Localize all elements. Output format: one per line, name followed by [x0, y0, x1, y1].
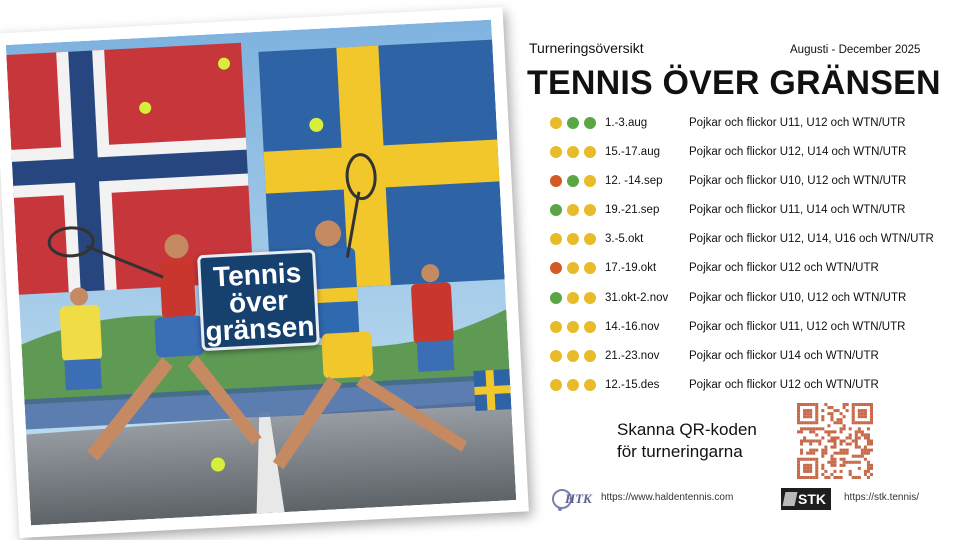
schedule-row — [550, 254, 950, 283]
schedule-classes: Pojkar och flickor U12 och WTN/UTR — [689, 378, 879, 391]
schedule-row — [550, 167, 950, 196]
status-dot-yellow — [584, 262, 596, 274]
status-dot-yellow — [567, 292, 579, 304]
schedule-classes: Pojkar och flickor U14 och WTN/UTR — [689, 349, 879, 362]
htk-logo[interactable] — [551, 487, 597, 513]
schedule-row — [550, 313, 950, 342]
schedule-classes: Pojkar och flickor U11, U12 och WTN/UTR — [689, 320, 906, 333]
schedule-date: 14.-16.nov — [605, 320, 660, 333]
htk-logo-text: HTK — [565, 491, 592, 506]
htk-ball — [558, 507, 562, 511]
page-title: TENNIS ÖVER GRÄNSEN — [527, 64, 941, 102]
status-dot-yellow — [550, 321, 562, 333]
status-dot-yellow — [550, 350, 562, 362]
schedule-date: 21.-23.nov — [605, 349, 660, 362]
schedule-date: 17.-19.okt — [605, 262, 657, 275]
status-dot-yellow — [567, 204, 579, 216]
stk-logo[interactable] — [781, 488, 831, 510]
schedule-classes: Pojkar och flickor U11, U12 och WTN/UTR — [689, 117, 906, 129]
schedule-date: 1.-3.aug — [605, 117, 648, 129]
status-dots — [550, 321, 601, 333]
schedule-row — [550, 196, 950, 225]
schedule-date: 3.-5.okt — [605, 233, 644, 246]
schedule-row — [550, 225, 950, 254]
schedule-date: 12.-15.des — [605, 378, 660, 391]
schedule-row — [550, 109, 950, 138]
status-dot-yellow — [567, 146, 579, 158]
tournament-poster — [0, 7, 529, 538]
schedule-row — [550, 342, 950, 371]
status-dots — [550, 350, 601, 362]
badge-line-2: över — [228, 284, 289, 319]
status-dot-orange — [550, 262, 562, 274]
poster-title-badge — [197, 249, 320, 351]
scan-line-2: för turneringarna — [617, 442, 743, 461]
subtitle: Turneringsöversikt — [529, 40, 644, 56]
status-dot-yellow — [584, 146, 596, 158]
status-dot-yellow — [550, 379, 562, 391]
poster-illustration — [6, 20, 517, 526]
stk-logo-text: STK — [798, 491, 826, 507]
schedule-date: 15.-17.aug — [605, 146, 660, 159]
scan-line-1: Skanna QR-koden — [617, 420, 757, 439]
schedule-classes: Pojkar och flickor U11, U14 och WTN/UTR — [689, 204, 906, 217]
status-dot-yellow — [584, 292, 596, 304]
status-dot-yellow — [584, 321, 596, 333]
tournament-schedule — [550, 109, 950, 400]
status-dots — [550, 233, 601, 245]
status-dot-yellow — [584, 233, 596, 245]
schedule-date: 31.okt-2.nov — [605, 291, 669, 304]
badge-line-3: gränsen — [204, 310, 316, 347]
schedule-row — [550, 284, 950, 313]
status-dot-yellow — [567, 379, 579, 391]
date-range: Augusti - December 2025 — [790, 44, 921, 56]
status-dot-yellow — [550, 146, 562, 158]
stk-link[interactable]: https://stk.tennis/ — [844, 492, 920, 503]
status-dot-yellow — [567, 321, 579, 333]
schedule-classes: Pojkar och flickor U10, U12 och WTN/UTR — [689, 291, 907, 304]
stk-mark-icon — [783, 492, 798, 506]
schedule-classes: Pojkar och flickor U12, U14, U16 och WTN/UTR — [689, 233, 934, 246]
status-dot-yellow — [550, 233, 562, 245]
status-dots — [550, 292, 601, 304]
status-dots — [550, 117, 601, 129]
status-dot-yellow — [567, 350, 579, 362]
qr-instructions — [617, 419, 757, 463]
schedule-row — [550, 138, 950, 167]
schedule-classes: Pojkar och flickor U12 och WTN/UTR — [689, 262, 879, 275]
status-dot-yellow — [584, 204, 596, 216]
status-dot-green — [584, 117, 596, 129]
status-dots — [550, 175, 601, 187]
schedule-classes: Pojkar och flickor U10, U12 och WTN/UTR — [689, 175, 907, 188]
status-dot-green — [550, 204, 562, 216]
status-dot-yellow — [584, 175, 596, 187]
badge-line-1: Tennis — [212, 256, 302, 293]
status-dots — [550, 146, 601, 158]
schedule-classes: Pojkar och flickor U12, U14 och WTN/UTR — [689, 146, 907, 159]
qr-code[interactable] — [797, 403, 873, 479]
status-dots — [550, 204, 601, 216]
status-dot-yellow — [567, 262, 579, 274]
status-dots — [550, 262, 601, 274]
schedule-date: 19.-21.sep — [605, 204, 660, 217]
status-dot-orange — [550, 175, 562, 187]
htk-link[interactable]: https://www.haldentennis.com — [601, 492, 734, 503]
status-dot-yellow — [550, 117, 562, 129]
status-dot-yellow — [567, 233, 579, 245]
status-dot-green — [567, 117, 579, 129]
status-dot-yellow — [584, 350, 596, 362]
status-dots — [550, 379, 601, 391]
status-dot-yellow — [584, 379, 596, 391]
status-dot-green — [567, 175, 579, 187]
schedule-date: 12. -14.sep — [605, 175, 663, 188]
status-dot-green — [550, 292, 562, 304]
schedule-row — [550, 371, 950, 400]
